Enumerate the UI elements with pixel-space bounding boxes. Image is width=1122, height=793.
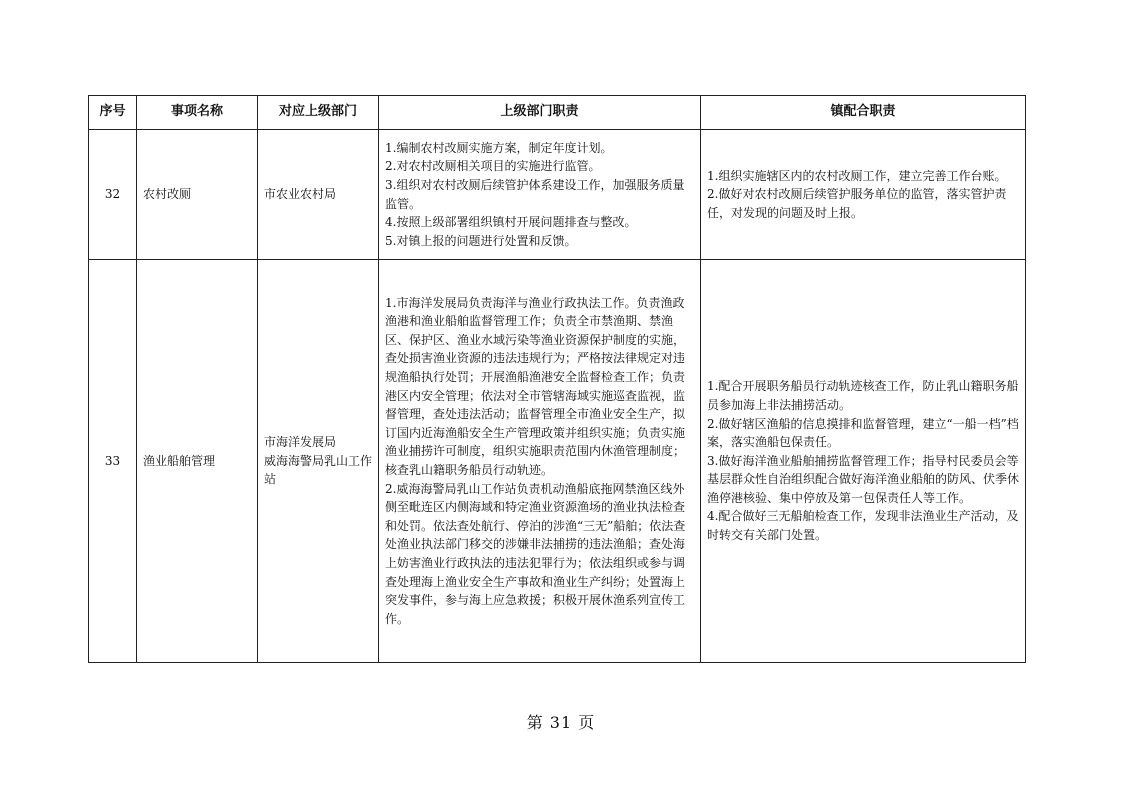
header-item-name: 事项名称 bbox=[137, 96, 258, 130]
row-upper-duties bbox=[379, 130, 701, 260]
table-row bbox=[89, 260, 1026, 663]
duty-item: 1.组织实施辖区内的农村改厕工作，建立完善工作台账。 bbox=[707, 168, 1007, 183]
dept-line: 市海洋发展局 bbox=[264, 435, 337, 450]
duty-item: 2.做好对农村改厕后续管护服务单位的监管，落实管护责任，对发现的问题及时上报。 bbox=[707, 187, 1007, 220]
dept-line: 威海海警局乳山工作站 bbox=[264, 453, 373, 487]
header-town-duties: 镇配合职责 bbox=[701, 96, 1026, 130]
duty-item: 2.对农村改厕相关项目的实施进行监管。 bbox=[385, 159, 601, 174]
header-seq: 序号 bbox=[89, 96, 137, 130]
duty-item: 3.做好海洋渔业船舶捕捞监督管理工作；指导村民委员会等基层群众性自治组织配合做好海洋渔业船舶的防风、伏季休渔停港核验、集中停放及第一包保责任人等工作。 bbox=[707, 453, 1020, 505]
row-seq: 33 bbox=[89, 260, 137, 663]
duty-item: 2.威海海警局乳山工作站负责机动渔船底拖网禁渔区线外侧至毗连区内侧海域和特定渔业资源渔场的渔业执法检查和处罚。依法查处航行、停泊的涉渔“三无”船舶；依法查处渔业执法部门移交的涉嫌非法捕捞的违法渔船；查处海上妨害渔业行政执法的违法犯罪行为；依法组织或参与调查处理海上渔业安全生产事故和渔业生产纠纷；处置海上突发事件，参与海上应急救援；积极开展休渔系列宣传工作。 bbox=[385, 481, 686, 626]
row-upper-dept bbox=[258, 260, 379, 663]
dept-line: 市农业农村局 bbox=[264, 187, 337, 202]
duty-item: 4.按照上级部署组织镇村开展问题排查与整改。 bbox=[385, 215, 637, 230]
duties-table bbox=[88, 95, 1026, 663]
duty-item: 2.做好辖区渔船的信息摸排和监督管理，建立“一船一档”档案，落实渔船包保责任。 bbox=[707, 416, 1019, 450]
table-header-row bbox=[89, 96, 1026, 130]
row-item-name: 农村改厕 bbox=[137, 130, 258, 260]
row-upper-dept bbox=[258, 130, 379, 260]
row-item-name: 渔业船舶管理 bbox=[137, 260, 258, 663]
row-town-duties bbox=[701, 130, 1026, 260]
page-number: 第 31 页 bbox=[526, 713, 596, 732]
row-seq: 32 bbox=[89, 130, 137, 260]
row-upper-duties bbox=[379, 260, 701, 663]
header-upper-dept: 对应上级部门 bbox=[258, 96, 379, 130]
table-row bbox=[89, 130, 1026, 260]
duty-item: 4.配合做好三无船舶检查工作，发现非法渔业生产活动，及时转交有关部门处置。 bbox=[707, 509, 1019, 543]
row-town-duties bbox=[701, 260, 1026, 663]
duty-item: 5.对镇上报的问题进行处置和反馈。 bbox=[385, 233, 577, 248]
duty-item: 1.编制农村改厕实施方案，制定年度计划。 bbox=[385, 140, 613, 155]
header-upper-duties: 上级部门职责 bbox=[379, 96, 701, 130]
duty-item: 1.配合开展职务船员行动轨迹核查工作，防止乳山籍职务船员参加海上非法捕捞活动。 bbox=[707, 379, 1019, 412]
duty-item: 3.组织对农村改厕后续管护体系建设工作，加强服务质量监管。 bbox=[385, 177, 685, 211]
duty-item: 1.市海洋发展局负责海洋与渔业行政执法工作。负责渔政渔港和渔业船舶监督管理工作；负责全市禁渔期、禁渔区、保护区、渔业水域污染等渔业资源保护制度的实施，查处损害渔业资源的违法违规行为；严格按法律规定对违规渔船执行处罚；开展渔船渔港安全监督检查工作；负责港区内安全管理；依法对全市管辖海域实施巡查监视，监督管理，查处违法活动；监督管理全市渔业安全生产，拟订国内近海渔船安全生产管理政策并组织实施；负责实施渔业捕捞许可制度，组织实施职责范围内休渔管理制度；核查乳山籍职务船员行动轨迹。 bbox=[385, 295, 686, 477]
